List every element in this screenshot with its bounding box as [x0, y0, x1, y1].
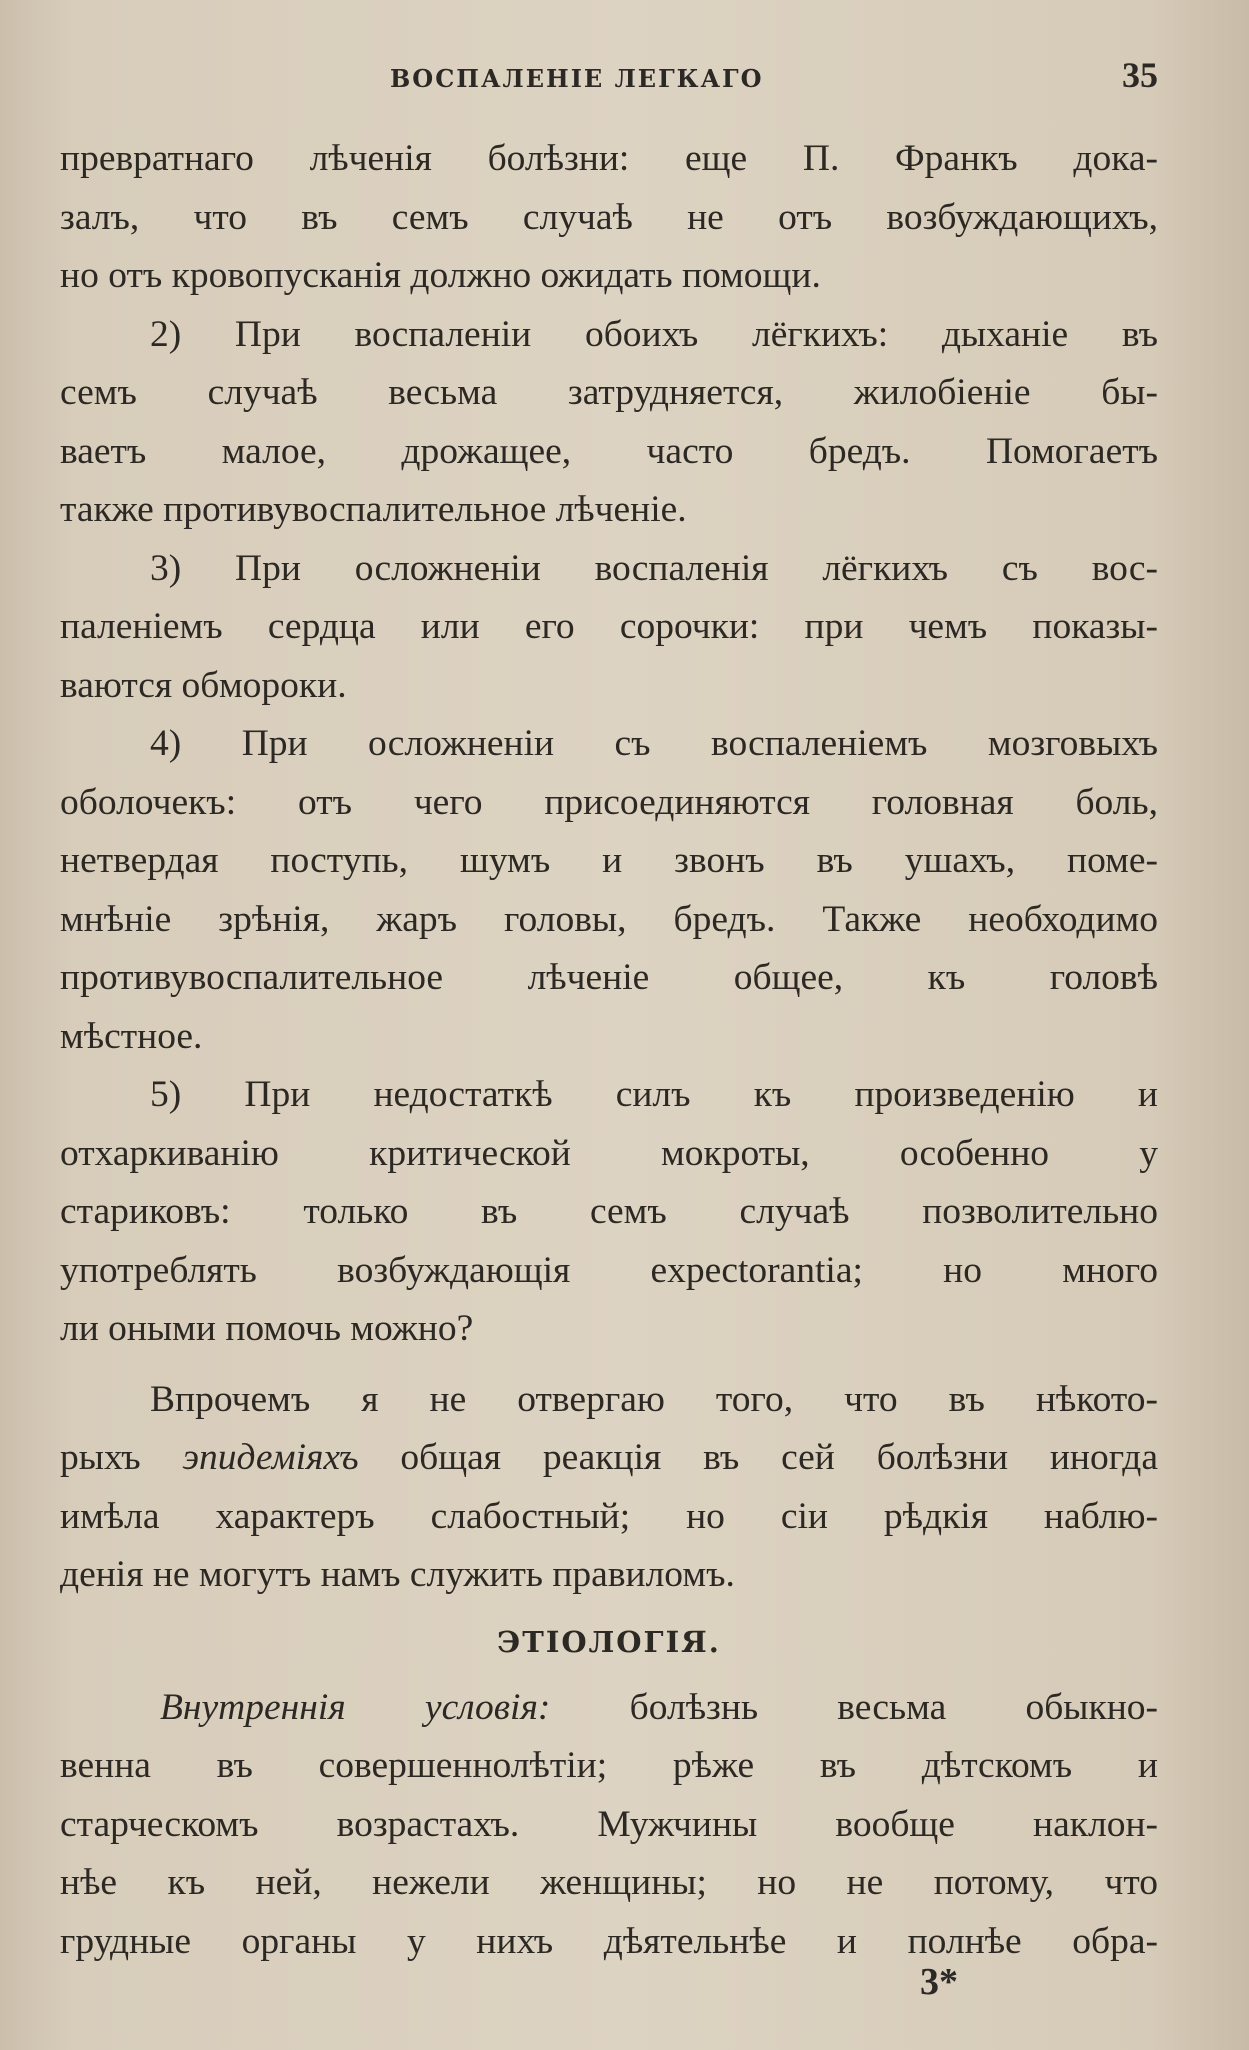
text-line: употреблять возбуждающія expectorantia; но много: [60, 1249, 1158, 1291]
text-line: семъ случаѣ весьма затрудняется, жилобіеніе бы-: [60, 372, 1158, 413]
text-line: нѣе къ ней, нежели женщины; но не потому, что: [60, 1862, 1158, 1903]
text-line: мнѣніе зрѣнія, жаръ головы, бредъ. Также необходимо: [60, 898, 1158, 940]
text-line: ли оными помочь можно?: [60, 1308, 474, 1349]
text-line: венна въ совершеннолѣтіи; рѣже въ дѣтскомъ и: [60, 1745, 1158, 1786]
text-run: рыхъ: [60, 1437, 183, 1478]
italic-term: эпидеміяхъ: [182, 1437, 359, 1478]
page-header: [60, 55, 1160, 98]
text-run: болѣзнь весьма обыкно-: [550, 1686, 1159, 1728]
text-line: паленіемъ сердца или его сорочки: при чемъ показы-: [60, 606, 1158, 647]
text-line: 2) При воспаленіи обоихъ лёгкихъ: дыханіе въ: [150, 313, 1158, 355]
signature-mark: 3*: [920, 1961, 958, 2003]
body-text: [60, 130, 1158, 1971]
text-line: залъ, что въ семъ случаѣ не отъ возбуждающихъ,: [60, 196, 1158, 238]
text-line: превратнаго лѣченія болѣзни: еще П. Франкъ дока-: [60, 138, 1158, 179]
text-line: [60, 1679, 1158, 1738]
text-line: мѣстное.: [60, 1015, 203, 1057]
text-run: общая реакція въ сей болѣзни иногда: [358, 1437, 1158, 1478]
text-line: ваются обмороки.: [60, 664, 347, 706]
text-line: денія не могутъ намъ служить правиломъ.: [60, 1554, 735, 1595]
text-line: 4) При осложненіи съ воспаленіемъ мозговыхъ: [150, 723, 1158, 764]
text-line: ваетъ малое, дрожащее, часто бредъ. Помогаетъ: [60, 430, 1158, 472]
text-line: Впрочемъ я не отвергаю того, что въ нѣкото-: [150, 1378, 1158, 1420]
section-heading: ЭТІОЛОГІЯ.: [497, 1624, 721, 1659]
text-line: старческомъ возрастахъ. Мужчины вообще наклон-: [60, 1803, 1158, 1845]
text-line: стариковъ: только въ семъ случаѣ позволительно: [60, 1191, 1158, 1232]
running-head: ВОСПАЛЕНІЕ ЛЕГКАГО: [390, 64, 764, 93]
text-line: 3) При осложненіи воспаленія лёгкихъ съ вос-: [150, 547, 1158, 589]
text-line: противувоспалительное лѣченіе общее, къ головѣ: [60, 957, 1158, 998]
page-number: 35: [1122, 55, 1158, 95]
paragraph-gap: [60, 1359, 1158, 1371]
text-line: но отъ кровопусканія должно ожидать помощи.: [60, 255, 821, 296]
text-line: также противувоспалительное лѣченіе.: [60, 489, 687, 530]
text-line: нетвердая поступь, шумъ и звонъ въ ушахъ, помe-: [60, 840, 1158, 881]
text-line: оболочекъ: отъ чего присоединяются головная боль,: [60, 781, 1158, 823]
italic-term: Внутреннія условія:: [160, 1686, 551, 1728]
text-line: отхаркиванію критической мокроты, особенно у: [60, 1132, 1158, 1174]
text-line: 5) При недостаткѣ силъ къ произведенію и: [150, 1074, 1158, 1115]
text-line: [60, 1429, 1158, 1488]
text-line: имѣла характеръ слабостный; но сіи рѣдкія наблю-: [60, 1495, 1158, 1537]
text-line: грудные органы у нихъ дѣятельнѣе и полнѣе обра-: [60, 1920, 1158, 1962]
